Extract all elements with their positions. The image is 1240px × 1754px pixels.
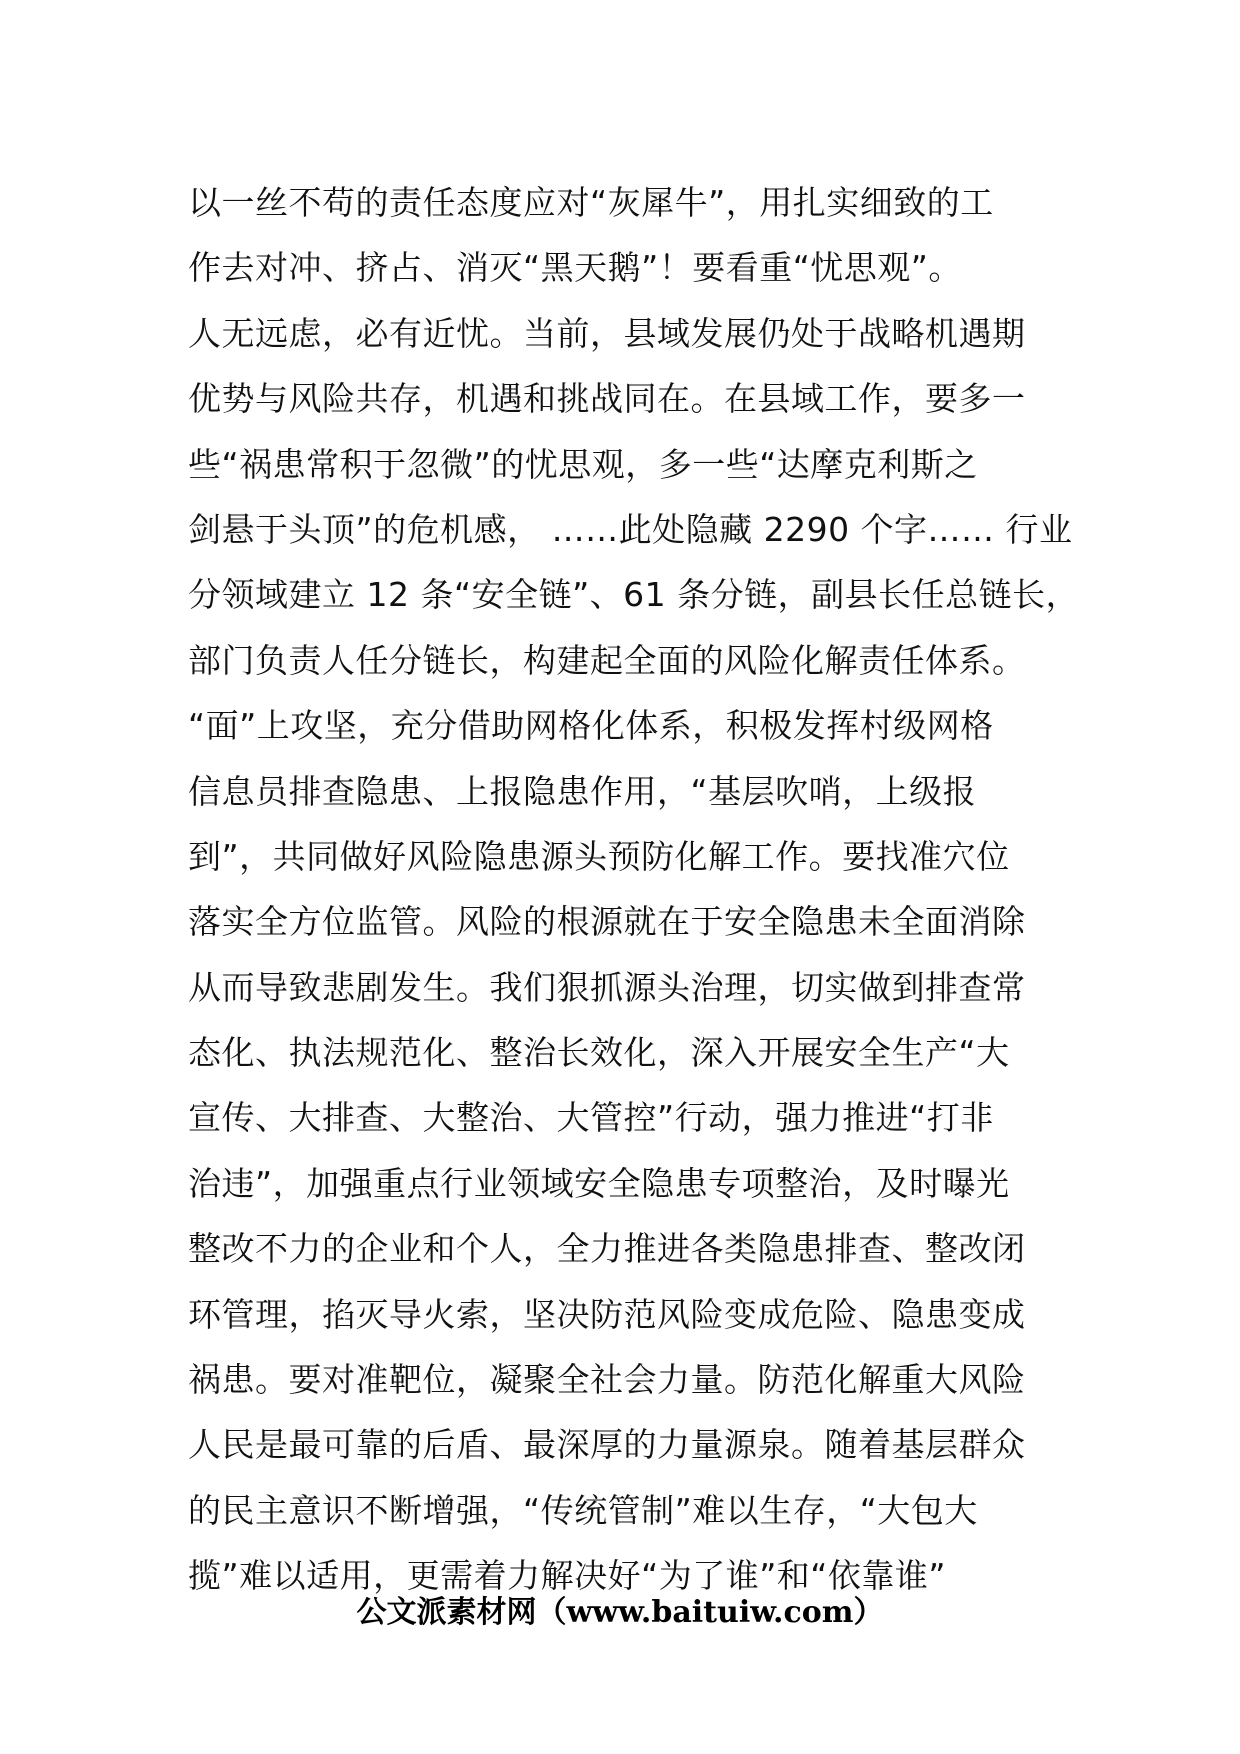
body-line: 宣传、大排查、大整治、大管控”行动，强力推进“打非 (188, 1098, 994, 1138)
body-line: 信息员排查隐患、上报隐患作用，“基层吹哨，上级报 (188, 771, 977, 811)
body-line: 到”，共同做好风险隐患源头预防化解工作。要找准穴位 (188, 836, 1010, 876)
body-line: 分领域建立 12 条“安全链”、61 条分链，副县长任总链长， (188, 575, 1080, 615)
body-line: 祸患。要对准靶位，凝聚全社会力量。防范化解重大风险 (188, 1360, 1026, 1400)
body-line: 落实全方位监管。风险的根源就在于安全隐患未全面消除 (188, 902, 1026, 942)
body-line: 揽”难以适用，更需着力解决好“为了谁”和“依靠谁” (188, 1556, 946, 1596)
body-line: 整改不力的企业和个人，全力推进各类隐患排查、整改闭 (188, 1229, 1026, 1269)
body-line: 态化、执法规范化、整治长效化，深入开展安全生产“大 (188, 1033, 1010, 1073)
body-line: 的民主意识不断增强，“传统管制”难以生存，“大包大 (188, 1490, 978, 1530)
document-body (188, 170, 1080, 1609)
body-line: 人无远虑，必有近忧。当前，县域发展仍处于战略机遇期 (188, 313, 1026, 353)
body-line: 优势与风险共存，机遇和挑战同在。在县域工作，要多一 (188, 379, 1026, 419)
body-line: 从而导致悲剧发生。我们狠抓源头治理，切实做到排查常 (188, 967, 1026, 1007)
footer-source-label: 公文派素材网（www.baituiw.com） (356, 1595, 884, 1630)
body-line: 环管理，掐灭导火索，坚决防范风险变成危险、隐患变成 (188, 1294, 1026, 1334)
body-line: 作去对冲、挤占、消灭“黑天鹅”！要看重“忧思观”。 (188, 248, 962, 288)
body-line: 些“祸患常积于忽微”的忧思观，多一些“达摩克利斯之 (188, 444, 978, 484)
body-line: 剑悬于头顶”的危机感， ……此处隐藏 2290 个字…… 行业 (188, 509, 1073, 549)
body-line: 治违”，加强重点行业领域安全隐患专项整治，及时曝光 (188, 1163, 1010, 1203)
body-line: 部门负责人任分链长，构建起全面的风险化解责任体系。 (188, 640, 1026, 680)
body-line: 人民是最可靠的后盾、最深厚的力量源泉。随着基层群众 (188, 1425, 1026, 1465)
body-line: “面”上攻坚，充分借助网格化体系，积极发挥村级网格 (188, 706, 994, 746)
body-line: 以一丝不苟的责任态度应对“灰犀牛”，用扎实细致的工 (188, 183, 994, 222)
